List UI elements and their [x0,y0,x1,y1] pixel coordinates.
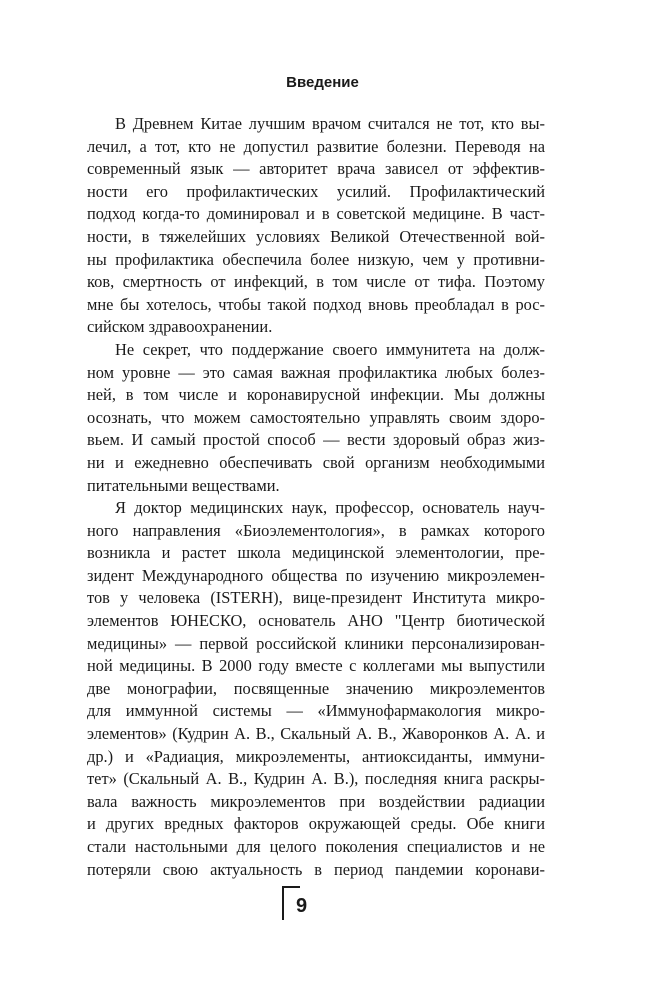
text-line: ни и ежедневно обеспечивать свой организм необходимыми [87,452,545,472]
page-number-folio [282,886,322,922]
text-line: вала важность микроэлементов при воздействии радиации [87,791,545,811]
text-line: потеряли свою актуальность в период пандемии коронави- [87,859,545,879]
text-line: Не секрет, что поддержание своего иммунитета на долж- [115,339,545,359]
text-line: Я доктор медицинских наук, профессор, основатель науч- [115,498,545,518]
text-line: вьем. И самый простой способ — вести здоровый образ жиз- [87,430,545,450]
text-line: современный язык — авторитет врача зависел от эффектив- [87,159,545,179]
text-line: тов у человека (ISTERH), вице-президент Института микро- [87,588,545,608]
text-line: элементов» (Кудрин А. В., Скальный А. В., Жаворонков А. А. и [87,724,545,744]
text-line: элементов ЮНЕСКО, основатель АНО "Центр биотической [87,611,545,631]
text-line: др.) и «Радиация, микроэлементы, антиоксиданты, иммуни- [87,746,545,766]
text-line: ности его профилактических усилий. Профилактический [87,181,545,201]
text-line: питательными веществами. [87,475,280,495]
chapter-title: Введение [286,74,359,91]
text-line: медицины» — первой российской клиники персонализирован- [87,633,545,653]
text-line: ны профилактика обеспечила более низкую, чем у противни- [87,249,545,269]
text-line: и других вредных факторов окружающей среды. Обе книги [87,814,545,834]
text-line: ности, в тяжелейших условиях Великой Отечественной вой- [87,226,545,246]
text-line: сийском здравоохранении. [87,317,273,337]
text-line: зидент Международного общества по изучению микроэлемен- [87,565,545,585]
text-line: возникла и растет школа медицинской элементологии, пре- [87,543,545,563]
text-line: ного направления «Биоэлементология», в рамках которого [87,520,545,540]
text-line: ном уровне — это самая важная профилактика любых болез- [87,362,545,382]
text-line: осознать, что можем самостоятельно управлять своим здоро- [87,407,545,427]
page-number: 9 [296,895,308,917]
text-line: ней, в том числе и коронавирусной инфекции. Мы должны [87,385,545,405]
text-line: подход когда-то доминировал и в советской медицине. В част- [87,204,545,224]
paragraph [87,113,545,339]
text-line: мне бы хотелось, чтобы такой подход вновь преобладал в рос- [87,294,545,314]
text-line: ков, смертность от инфекций, в том числе от тифа. Поэтому [87,272,545,292]
text-line: для иммунной системы — «Иммунофармакология микро- [87,701,545,721]
text-line: две монографии, посвященные значению микроэлементов [87,678,545,698]
body-text [87,113,545,881]
text-line: В Древнем Китае лучшим врачом считался не тот, кто вы- [115,114,545,133]
text-line: стали настольными для целого поколения специалистов и не [87,837,545,856]
text-line: тет» (Скальный А. В., Кудрин А. В.), последняя книга раскры- [87,769,545,789]
text-line: ной медицины. В 2000 году вместе с коллегами мы выпустили [87,656,545,676]
text-line: лечил, а тот, кто не допустил развитие болезни. Переводя на [87,136,545,156]
paragraph [87,339,545,497]
paragraph [87,497,545,881]
